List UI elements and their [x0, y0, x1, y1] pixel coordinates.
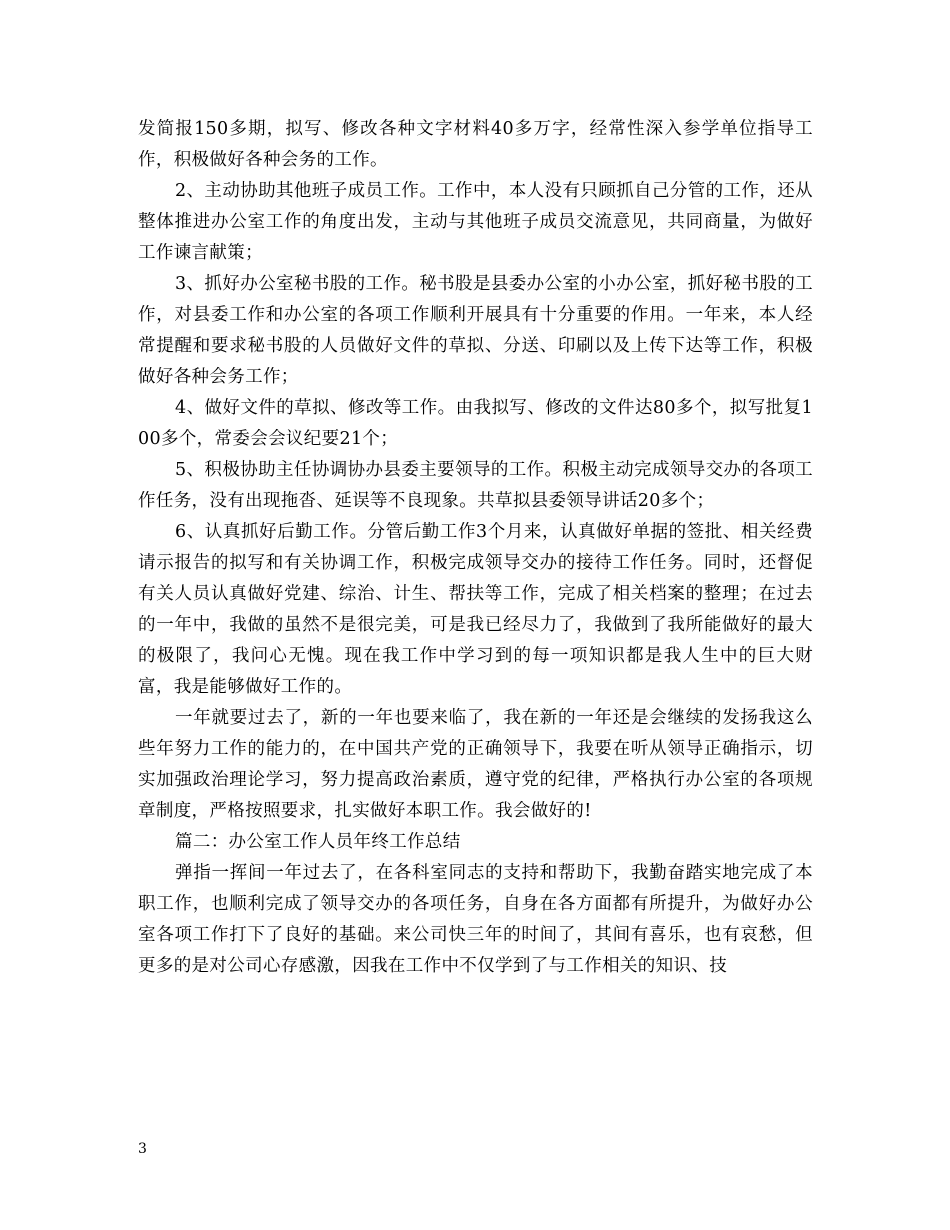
section-heading: 篇二：办公室工作人员年终工作总结: [175, 832, 461, 852]
paragraph-item-2: 2、主动协助其他班子成员工作。工作中，本人没有只顾抓自己分管的工作，还从整体推进办公室工作的角度出发，主动与其他班子成员交流意见，共同商量，为做好工作谏言献策；: [138, 181, 813, 263]
paragraph-item-5: 5、积极协助主任协调协办县委主要领导的工作。积极主动完成领导交办的各项工作任务，没有出现拖沓、延误等不良现象。共草拟县委领导讲话20多个；: [138, 460, 813, 511]
paragraph-item-6: 6、认真抓好后勤工作。分管后勤工作3个月来，认真做好单据的签批、相关经费请示报告的拟写和有关协调工作，积极完成领导交办的接待工作任务。同时，还督促有关人员认真做好党建、综治、计生、帮扶等工作，完成了相关档案的整理；在过去的一年中，我做的虽然不是很完美，可是我已经尽力了，我做到了我所能做好的最大的极限了，我问心无愧。现在我工作中学习到的每一项知识都是我人生中的巨大财富，我是能够做好工作的。: [138, 522, 813, 697]
paragraph-item-4: 4、做好文件的草拟、修改等工作。由我拟写、修改的文件达80多个，拟写批复100多个，常委会会议纪要21个；: [138, 398, 813, 449]
document-body: [138, 114, 813, 982]
paragraph-section-two-intro: 弹指一挥间一年过去了，在各科室同志的支持和帮助下，我勤奋踏实地完成了本职工作，也顺利完成了领导交办的各项任务，自身在各方面都有所提升，为做好办公室各项工作打下了良好的基础。来公司快三年的时间了，其间有喜乐，也有哀愁，但更多的是对公司心存感激，因我在工作中不仅学到了与工作相关的知识、技: [138, 863, 813, 976]
page-number: 3: [138, 1141, 147, 1157]
paragraph-continuation: 发简报150多期，拟写、修改各种文字材料40多万字，经常性深入参学单位指导工作，积极做好各种会务的工作。: [138, 119, 813, 170]
paragraph-closing: 一年就要过去了，新的一年也要来临了，我在新的一年还是会继续的发扬我这么些年努力工作的能力的，在中国共产党的正确领导下，我要在听从领导正确指示，切实加强政治理论学习，努力提高政治素质，遵守党的纪律，严格执行办公室的各项规章制度，严格按照要求，扎实做好本职工作。我会做好的!: [138, 708, 813, 821]
paragraph-item-3: 3、抓好办公室秘书股的工作。秘书股是县委办公室的小办公室，抓好秘书股的工作，对县委工作和办公室的各项工作顺利开展具有十分重要的作用。一年来，本人经常提醒和要求秘书股的人员做好文件的草拟、分送、印刷以及上传下达等工作，积极做好各种会务工作；: [138, 274, 813, 387]
